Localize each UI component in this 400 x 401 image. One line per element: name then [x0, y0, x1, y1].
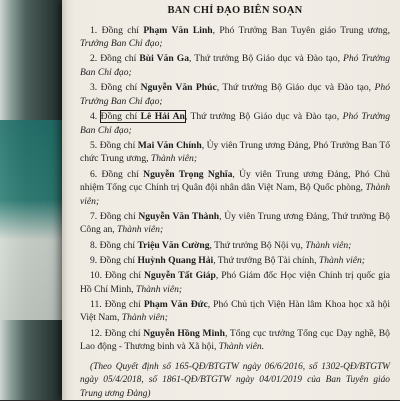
member-item — [80, 110, 390, 137]
member-position: , Ủy viên Trung ương Đảng, Phó Chủ nhiệm Tổng cục Chính trị Quân đội nhân dân Việt Nam, Bộ Quốc phòng, — [80, 168, 390, 194]
member-position: , Phó Trưởng Ban Tuyên giáo Trung ương, — [212, 24, 390, 36]
page-heading: BAN CHỈ ĐẠO BIÊN SOẠN — [167, 5, 303, 16]
member-position: , Thứ trưởng Bộ Giáo dục và Đào tạo, — [184, 110, 343, 122]
member-role: Thành viên; — [150, 153, 198, 165]
member-number: 5. — [90, 139, 98, 151]
member-number: 3. — [90, 82, 98, 94]
member-name: Lê Hải An — [140, 110, 185, 122]
member-name: Phạm Văn Đức — [143, 298, 208, 310]
member-number: 9. — [90, 254, 98, 266]
member-prefix: Đồng chí — [100, 82, 138, 94]
member-number: 8. — [90, 239, 98, 251]
member-item — [80, 254, 390, 268]
member-prefix: Đồng chí — [101, 168, 139, 180]
member-role: Thành viên; — [135, 283, 183, 295]
member-position: , Thứ trưởng Bộ Tài chính, — [213, 254, 319, 266]
member-item — [80, 327, 390, 354]
member-list — [80, 24, 390, 354]
member-role: Thành viên; — [121, 312, 168, 324]
member-name: Triệu Văn Cường — [137, 239, 210, 251]
background-book — [0, 120, 70, 320]
member-number: 6. — [90, 168, 98, 180]
member-name: Nguyễn Trọng Nghĩa — [143, 168, 233, 180]
member-item — [80, 24, 390, 51]
member-position: , Ủy viên Trung ương Đảng, Phó Trưởng Ban Tổ chức Trung ương, — [80, 139, 390, 165]
member-number: 10. — [90, 270, 102, 282]
member-number: 7. — [90, 210, 98, 222]
member-number: 2. — [90, 53, 98, 65]
member-item — [80, 168, 390, 209]
member-position: , Phó Chủ tịch Viện Hàn lâm Khoa học xã hội Việt Nam, — [80, 298, 390, 324]
member-number: 12. — [90, 327, 102, 339]
member-role: Trưởng Ban Chỉ đạo; — [80, 38, 163, 50]
member-number: 11. — [90, 298, 102, 310]
member-role: Thành viên; — [80, 182, 390, 207]
member-position: , Thứ trưởng Bộ Giáo dục và Đào tạo, — [189, 53, 344, 65]
member-item — [80, 139, 390, 166]
member-prefix: Đồng chí — [99, 239, 136, 251]
member-name: Nguyễn Văn Thành — [138, 210, 220, 222]
member-position: , Thứ trưởng Bộ Giáo dục và Đào tạo, — [216, 82, 375, 94]
member-item — [80, 239, 390, 253]
member-name: Nguyễn Văn Phúc — [140, 82, 217, 94]
decision-note: (Theo Quyết định số 165-QĐ/BTGTW ngày 06/6/2016, số 1302-QĐ/BTGTW ngày 05/4/2018, số 1861-QĐ/BTGTW ngày 04/01/2019 của Ban Tuyên giáo Trung ương Đảng) — [80, 361, 390, 399]
page-content — [80, 4, 390, 401]
member-item — [80, 298, 390, 325]
member-prefix: Đồng chí — [104, 270, 141, 282]
member-position: , Ủy viên Trung ương Đảng, Thứ trưởng Bộ Công an, — [80, 210, 390, 236]
member-prefix: Đồng chí — [99, 139, 136, 151]
member-position: , Phó Giám đốc Học viện Chính trị quốc gia Hồ Chí Minh, — [80, 270, 390, 295]
member-name: Nguyễn Hồng Minh — [143, 327, 225, 339]
member-name: Nguyễn Tất Giáp — [143, 270, 216, 282]
member-item — [80, 52, 390, 79]
member-prefix: Đồng chí — [99, 210, 136, 222]
member-prefix: Đồng chí — [104, 327, 141, 339]
member-role: Thành viên; — [117, 224, 164, 236]
member-role: Thành viên; — [305, 239, 352, 251]
member-prefix: Đồng chí — [101, 24, 139, 36]
member-item — [80, 269, 390, 296]
member-prefix: Đồng chí — [104, 298, 141, 310]
highlight-box — [101, 111, 185, 122]
member-prefix: Đồng chí — [100, 110, 138, 122]
member-role: Phó Trưởng Ban Chỉ đạo; — [80, 82, 390, 107]
member-item — [80, 81, 390, 108]
member-role: Phó Trưởng Ban Chỉ đạo; — [80, 53, 390, 78]
member-role: Thành viên. — [218, 341, 265, 353]
member-role: Thành viên; — [318, 254, 366, 266]
member-role: Phó Trưởng Ban Chỉ đạo; — [80, 110, 390, 136]
member-name: Phạm Văn Linh — [143, 24, 213, 36]
member-name: Mai Văn Chính — [137, 139, 202, 151]
member-prefix: Đồng chí — [99, 254, 136, 266]
member-number: 4. — [90, 110, 98, 122]
member-number: 1. — [90, 24, 98, 36]
member-item — [80, 210, 390, 237]
member-name: Huỳnh Quang Hải — [137, 254, 214, 266]
member-position: , Thứ trưởng Bộ Nội vụ, — [209, 239, 306, 251]
member-name: Bùi Văn Ga — [139, 53, 189, 65]
member-prefix: Đồng chí — [100, 53, 137, 65]
member-position: , Tổng cục trưởng Tổng cục Dạy nghề, Bộ Lao động - Thương binh và Xã hội, — [80, 327, 390, 353]
book-page — [62, 0, 400, 400]
